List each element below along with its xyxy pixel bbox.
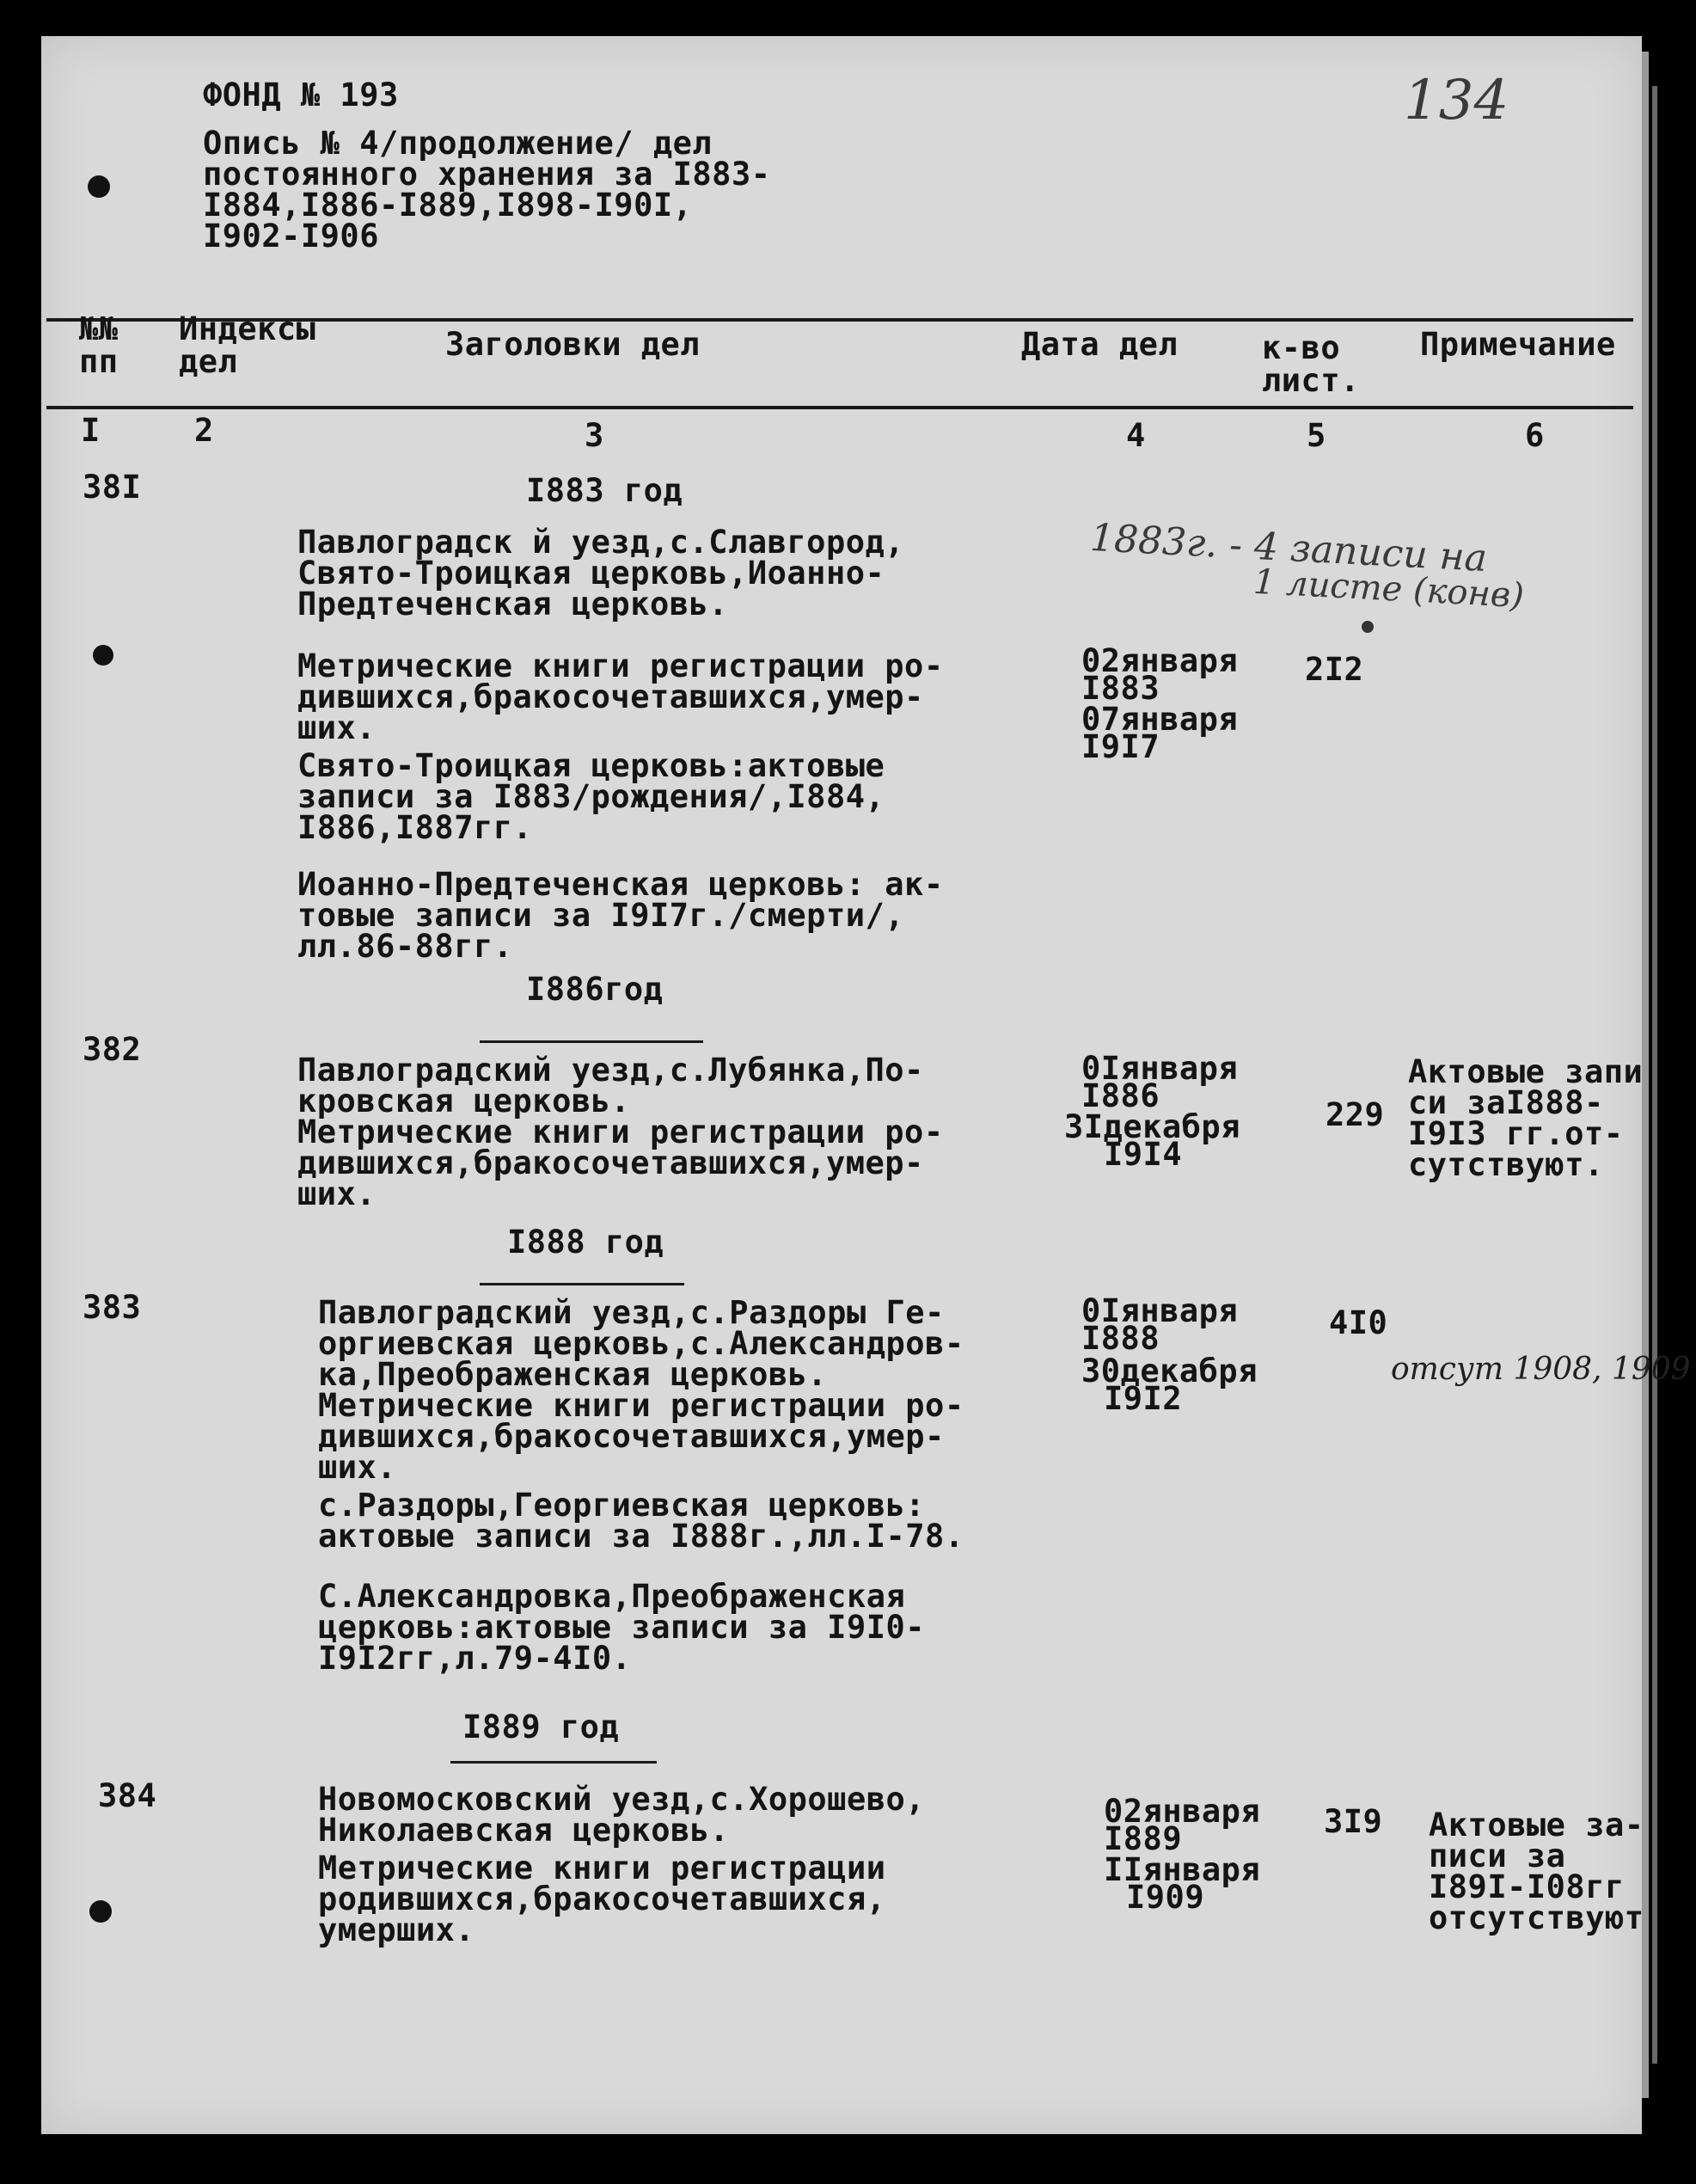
entry-383-count: 4I0 — [1329, 1304, 1388, 1341]
entry-384-date: IIянваря — [1104, 1851, 1261, 1888]
entry-381-count: 2I2 — [1305, 651, 1364, 688]
entry-383-date: 0Iянваря — [1081, 1292, 1239, 1329]
entry-384-note: отсутствуют — [1429, 1899, 1644, 1936]
entry-384-line: умерших. — [318, 1911, 475, 1948]
section-underline — [480, 1283, 684, 1285]
ink-speck — [1362, 621, 1374, 633]
entry-381-line: Иоанно-Предтеченская церковь: ак- — [297, 866, 944, 903]
entry-382-count: 229 — [1326, 1096, 1385, 1133]
entry-381-line: I886,I887гг. — [297, 809, 533, 846]
entry-381-line: лл.86-88гг. — [297, 928, 513, 965]
entry-381-handwritten-note: 1883г. - 4 записи на — [1088, 515, 1489, 581]
entry-384-date: I889 — [1104, 1820, 1183, 1857]
entry-381-handwritten-note: 1 листе (конв) — [1252, 561, 1525, 617]
section-year-1888: I888 год — [507, 1224, 664, 1261]
entry-383-line: Павлоградский уезд,с.Раздоры Ге- — [318, 1294, 945, 1331]
entry-382-line: ших. — [297, 1175, 377, 1212]
opis-line-1: Опись № 4/продолжение/ дел — [203, 125, 713, 162]
col-number-4: 4 — [1126, 417, 1146, 454]
entry-382-note: I9I3 гг.от- — [1408, 1115, 1624, 1152]
entry-382-note: сутствуют. — [1408, 1146, 1604, 1183]
entry-382-date: I9I4 — [1104, 1136, 1183, 1173]
archive-page — [41, 36, 1691, 2134]
col-count-2: лист. — [1262, 362, 1360, 399]
entry-381-line: записи за I883/рождения/,I884, — [297, 778, 885, 815]
entry-383-line: актовые записи за I888г.,лл.I-78. — [318, 1518, 964, 1555]
entry-383-date: 30декабря — [1081, 1353, 1258, 1390]
entry-382-note: Актовые запи — [1408, 1053, 1644, 1090]
entry-383-line: оргиевская церковь,с.Александров- — [318, 1325, 964, 1362]
punch-hole — [89, 1900, 112, 1923]
page-number: 134 — [1404, 69, 1509, 132]
entry-384-count: 3I9 — [1324, 1803, 1383, 1840]
entry-384-note: I89I-I08гг — [1429, 1868, 1625, 1905]
entry-383-line: дившихся,бракосочетавшихся,умер- — [318, 1418, 945, 1455]
entry-383-number: 383 — [83, 1289, 142, 1326]
entry-381-line: дившихся,бракосочетавшихся,умер- — [297, 678, 924, 715]
entry-383-date: I888 — [1081, 1320, 1160, 1357]
entry-381-line: Павлоградск й уезд,с.Славгород, — [297, 524, 905, 561]
col-titles: Заголовки дел — [445, 326, 701, 363]
entry-381-line: Метрические книги регистрации ро- — [297, 647, 944, 684]
entry-383-line: ших. — [318, 1449, 397, 1486]
entry-384-date: 02января — [1104, 1793, 1261, 1830]
entry-383-line: ка,Преображенская церковь. — [318, 1356, 828, 1393]
entry-383-line: церковь:актовые записи за I9I0- — [318, 1609, 926, 1646]
section-year-1883: I883 год — [526, 472, 683, 509]
table-header-rule — [46, 406, 1633, 409]
entry-381-line: Свято-Троицкая церковь,Иоанно- — [297, 555, 885, 592]
entry-381-date: 07января — [1081, 701, 1239, 738]
entry-382-number: 382 — [83, 1031, 142, 1068]
entry-384-number: 384 — [98, 1777, 157, 1814]
entry-384-line: Новомосковский уезд,с.Хорошево, — [318, 1781, 926, 1818]
entry-382-note: си заI888- — [1408, 1084, 1604, 1121]
opis-line-2: постоянного хранения за I883- — [203, 156, 771, 193]
col-date: Дата дел — [1021, 326, 1179, 363]
entry-384-date: I909 — [1126, 1879, 1205, 1916]
entry-381-line: Предтеченская церковь. — [297, 586, 729, 623]
opis-line-4: I902-I906 — [203, 218, 379, 255]
col-index-2: дел — [179, 343, 238, 380]
col-num-1: №№ — [79, 310, 119, 347]
entry-383-line: I9I2гг,л.79-4I0. — [318, 1640, 632, 1677]
entry-383-line: С.Александровка,Преображенская — [318, 1578, 906, 1615]
section-year-1886: I886год — [526, 971, 664, 1008]
entry-384-note: писи за — [1429, 1837, 1566, 1874]
col-note: Примечание — [1420, 326, 1616, 363]
entry-381-date: 02января — [1081, 642, 1239, 679]
entry-384-line: Метрические книги регистрации — [318, 1850, 886, 1886]
entry-382-line: Метрические книги регистрации ро- — [297, 1113, 944, 1150]
page-edge-shadow — [1652, 86, 1657, 2064]
entry-382-line: Павлоградский уезд,с.Лубянка,По- — [297, 1052, 924, 1089]
entry-383-date: I9I2 — [1104, 1380, 1183, 1417]
col-number-5: 5 — [1307, 417, 1326, 454]
entry-382-line: дившихся,бракосочетавшихся,умер- — [297, 1144, 924, 1181]
entry-384-line: родившихся,бракосочетавшихся, — [318, 1880, 886, 1917]
entry-383-line: с.Раздоры,Георгиевская церковь: — [318, 1487, 926, 1524]
col-num-2: пп — [79, 343, 119, 380]
entry-383-line: Метрические книги регистрации ро- — [318, 1387, 964, 1424]
col-count-1: к-во — [1262, 329, 1341, 366]
entry-383-handwritten-note: отсут 1908, 1909 — [1391, 1352, 1691, 1387]
punch-hole — [88, 175, 110, 198]
col-number-1: I — [81, 412, 101, 449]
opis-line-3: I884,I886-I889,I898-I90I, — [203, 187, 693, 224]
entry-381-line: ших. — [297, 709, 377, 746]
entry-381-date: I9I7 — [1081, 728, 1160, 765]
section-underline — [480, 1040, 703, 1043]
fond-number: ФОНД № 193 — [203, 77, 399, 113]
col-index-1: Индексы — [179, 310, 316, 347]
col-number-6: 6 — [1525, 417, 1545, 454]
entry-384-note: Актовые за- — [1429, 1807, 1644, 1844]
col-number-3: 3 — [585, 417, 604, 454]
entry-384-line: Николаевская церковь. — [318, 1812, 730, 1849]
entry-382-date: I886 — [1081, 1077, 1160, 1114]
entry-382-date: 3Iдекабря — [1064, 1108, 1240, 1145]
punch-hole — [93, 645, 113, 666]
entry-382-line: кровская церковь. — [297, 1083, 631, 1120]
section-year-1889: I889 год — [462, 1709, 620, 1745]
entry-381-number: 38I — [83, 469, 142, 506]
entry-382-date: 0Iянваря — [1081, 1050, 1239, 1087]
entry-381-line: товые записи за I9I7г./смерти/, — [297, 897, 905, 934]
entry-381-line: Свято-Троицкая церковь:актовые — [297, 747, 885, 784]
section-underline — [450, 1761, 657, 1764]
entry-381-date: I883 — [1081, 670, 1160, 707]
col-number-2: 2 — [194, 412, 214, 449]
